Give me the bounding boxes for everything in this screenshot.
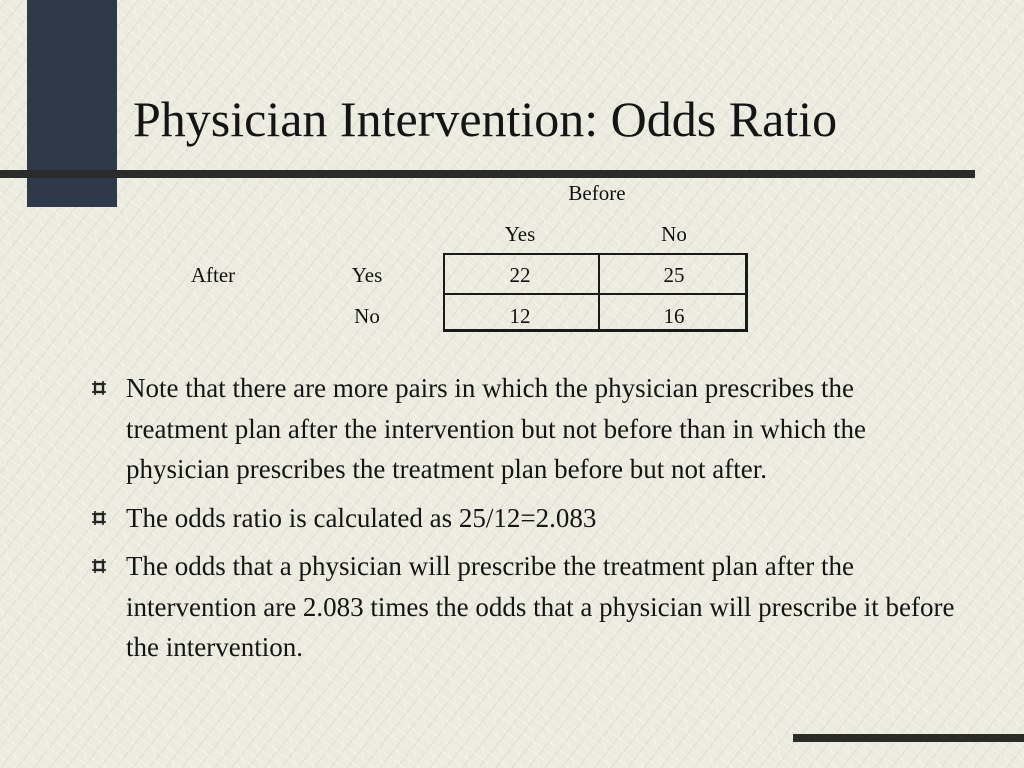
slide-title: Physician Intervention: Odds Ratio [133,91,838,147]
column-label-no: No [661,222,687,246]
table-cell: 16 [663,304,685,328]
row-group-label: After [190,263,236,287]
table-cell: 25 [663,263,685,287]
list-item [88,546,958,668]
grid-vertical-line [598,255,600,329]
row-label-no: No [354,304,380,328]
bullet-text: Note that there are more pairs in which the physician prescribes the treatment plan after the intervention but not before than in which the physician prescribes the treatment plan before but not after. [126,373,866,484]
hash-square-icon [92,511,106,525]
list-item [88,498,958,539]
row-label-yes: Yes [351,263,383,287]
list-item [88,368,958,490]
table-cell: 22 [509,263,531,287]
title-divider-rule [0,170,975,178]
table-cell: 12 [509,304,531,328]
hash-square-icon [92,559,106,573]
hash-square-icon [92,381,106,395]
grid-horizontal-line [445,293,745,295]
column-group-label: Before [568,181,626,205]
bullet-text: The odds that a physician will prescribe the treatment plan after the intervention are 2.083 times the odds that a physician will prescribe it before the intervention. [126,551,955,662]
bullet-text: The odds ratio is calculated as 25/12=2.083 [126,502,597,533]
column-label-yes: Yes [504,222,536,246]
bullet-list [88,368,958,676]
footer-divider-rule [793,734,1024,742]
